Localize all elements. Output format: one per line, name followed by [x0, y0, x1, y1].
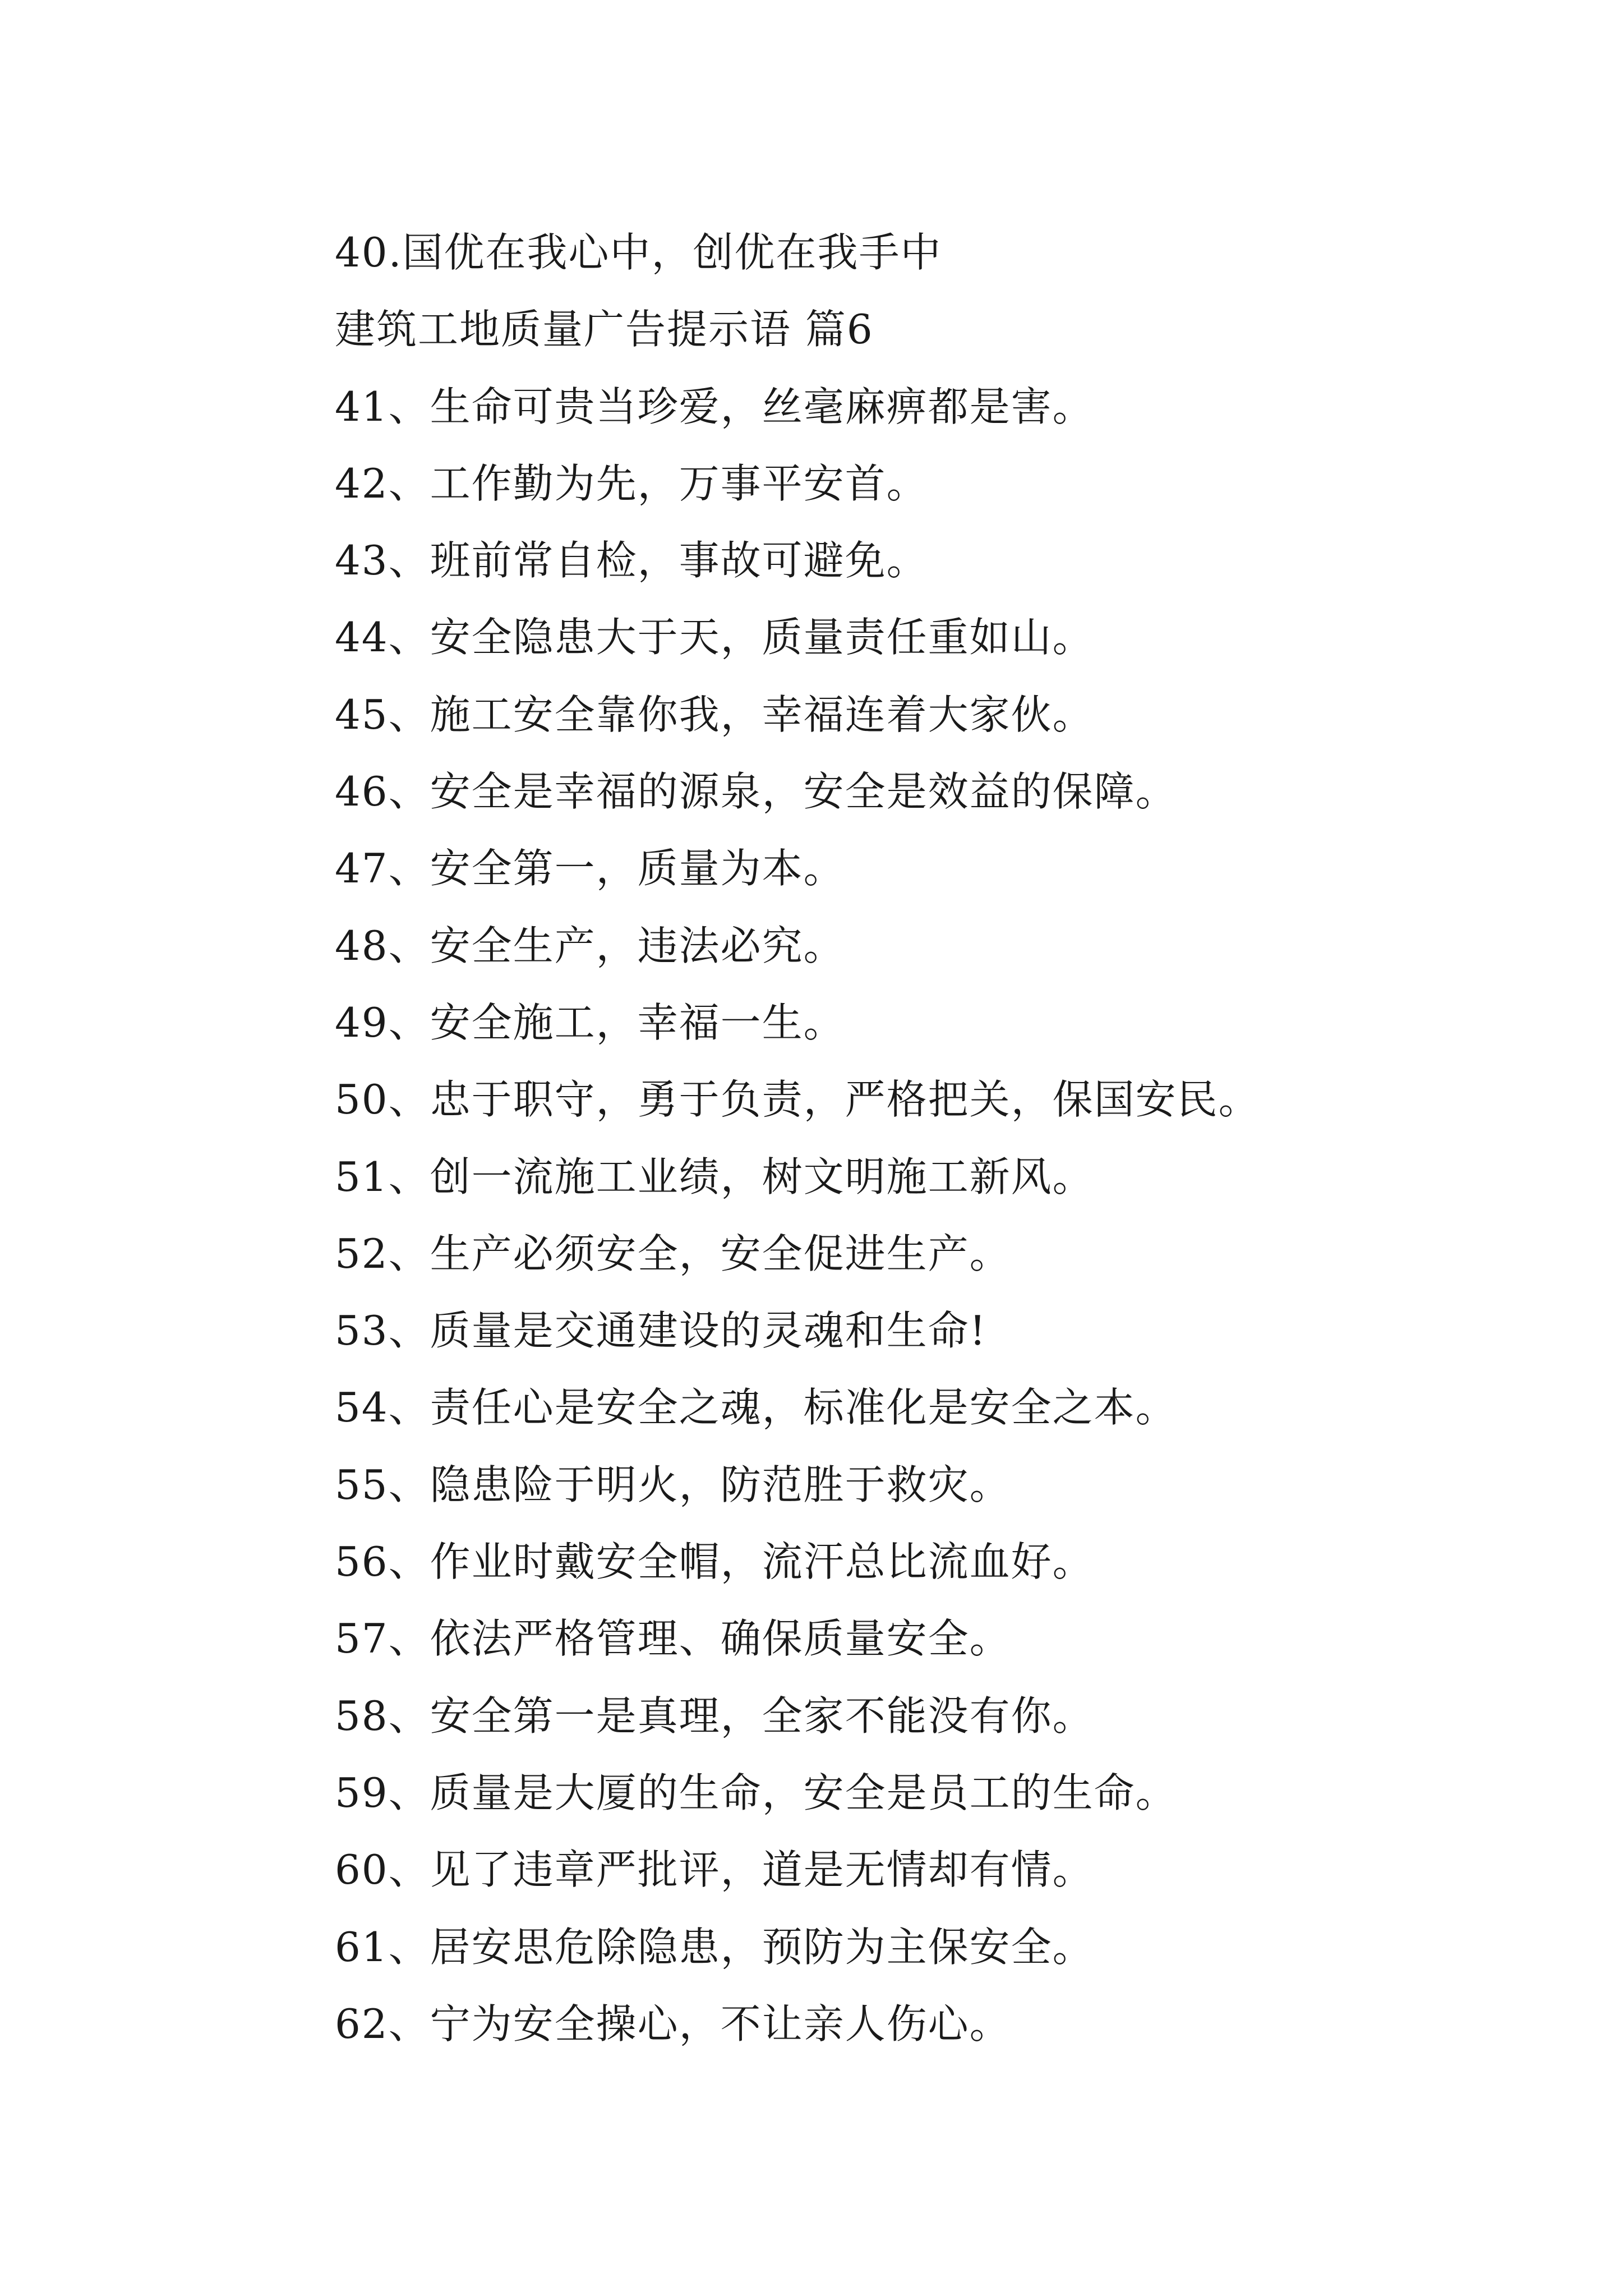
text-line: 48、安全生产，违法必究。 [335, 922, 845, 969]
text-line: 40.国优在我心中，创优在我手中 [335, 229, 942, 276]
text-line: 44、安全隐患大于天，质量责任重如山。 [335, 614, 1094, 661]
text-line: 50、忠于职守，勇于负责，严格把关，保国安民。 [335, 1076, 1260, 1124]
text-line: 52、生产必须安全，安全促进生产。 [335, 1230, 1011, 1277]
text-line: 53、质量是交通建设的灵魂和生命! [335, 1307, 987, 1355]
text-line: 55、隐患险于明火，防范胜于救灾。 [335, 1461, 1011, 1508]
text-line: 49、安全施工，幸福一生。 [335, 999, 845, 1046]
text-line: 61、居安思危除隐患，预防为主保安全。 [335, 1923, 1094, 1971]
section-heading: 建筑工地质量广告提示语 篇6 [335, 306, 874, 353]
text-line: 60、见了违章严批评，道是无情却有情。 [335, 1846, 1094, 1894]
text-line: 43、班前常自检，事故可避免。 [335, 537, 928, 585]
text-line: 41、生命可贵当珍爱，丝毫麻痹都是害。 [335, 383, 1094, 430]
text-line: 51、创一流施工业绩，树文明施工新风。 [335, 1153, 1094, 1200]
text-line: 47、安全第一，质量为本。 [335, 845, 845, 892]
text-line: 62、宁为安全操心，不让亲人伤心。 [335, 2000, 1011, 2047]
text-line: 56、作业时戴安全帽，流汗总比流血好。 [335, 1538, 1094, 1586]
document-body [335, 214, 1513, 2063]
text-line: 46、安全是幸福的源泉，安全是效益的保障。 [335, 768, 1177, 816]
text-line: 57、依法严格管理、确保质量安全。 [335, 1615, 1011, 1663]
text-line: 45、施工安全靠你我，幸福连着大家伙。 [335, 691, 1094, 738]
text-line: 54、责任心是安全之魂，标准化是安全之本。 [335, 1384, 1177, 1432]
text-line: 59、质量是大厦的生命，安全是员工的生命。 [335, 1769, 1177, 1816]
text-line: 42、工作勤为先，万事平安首。 [335, 459, 928, 507]
text-line: 58、安全第一是真理，全家不能没有你。 [335, 1692, 1094, 1740]
